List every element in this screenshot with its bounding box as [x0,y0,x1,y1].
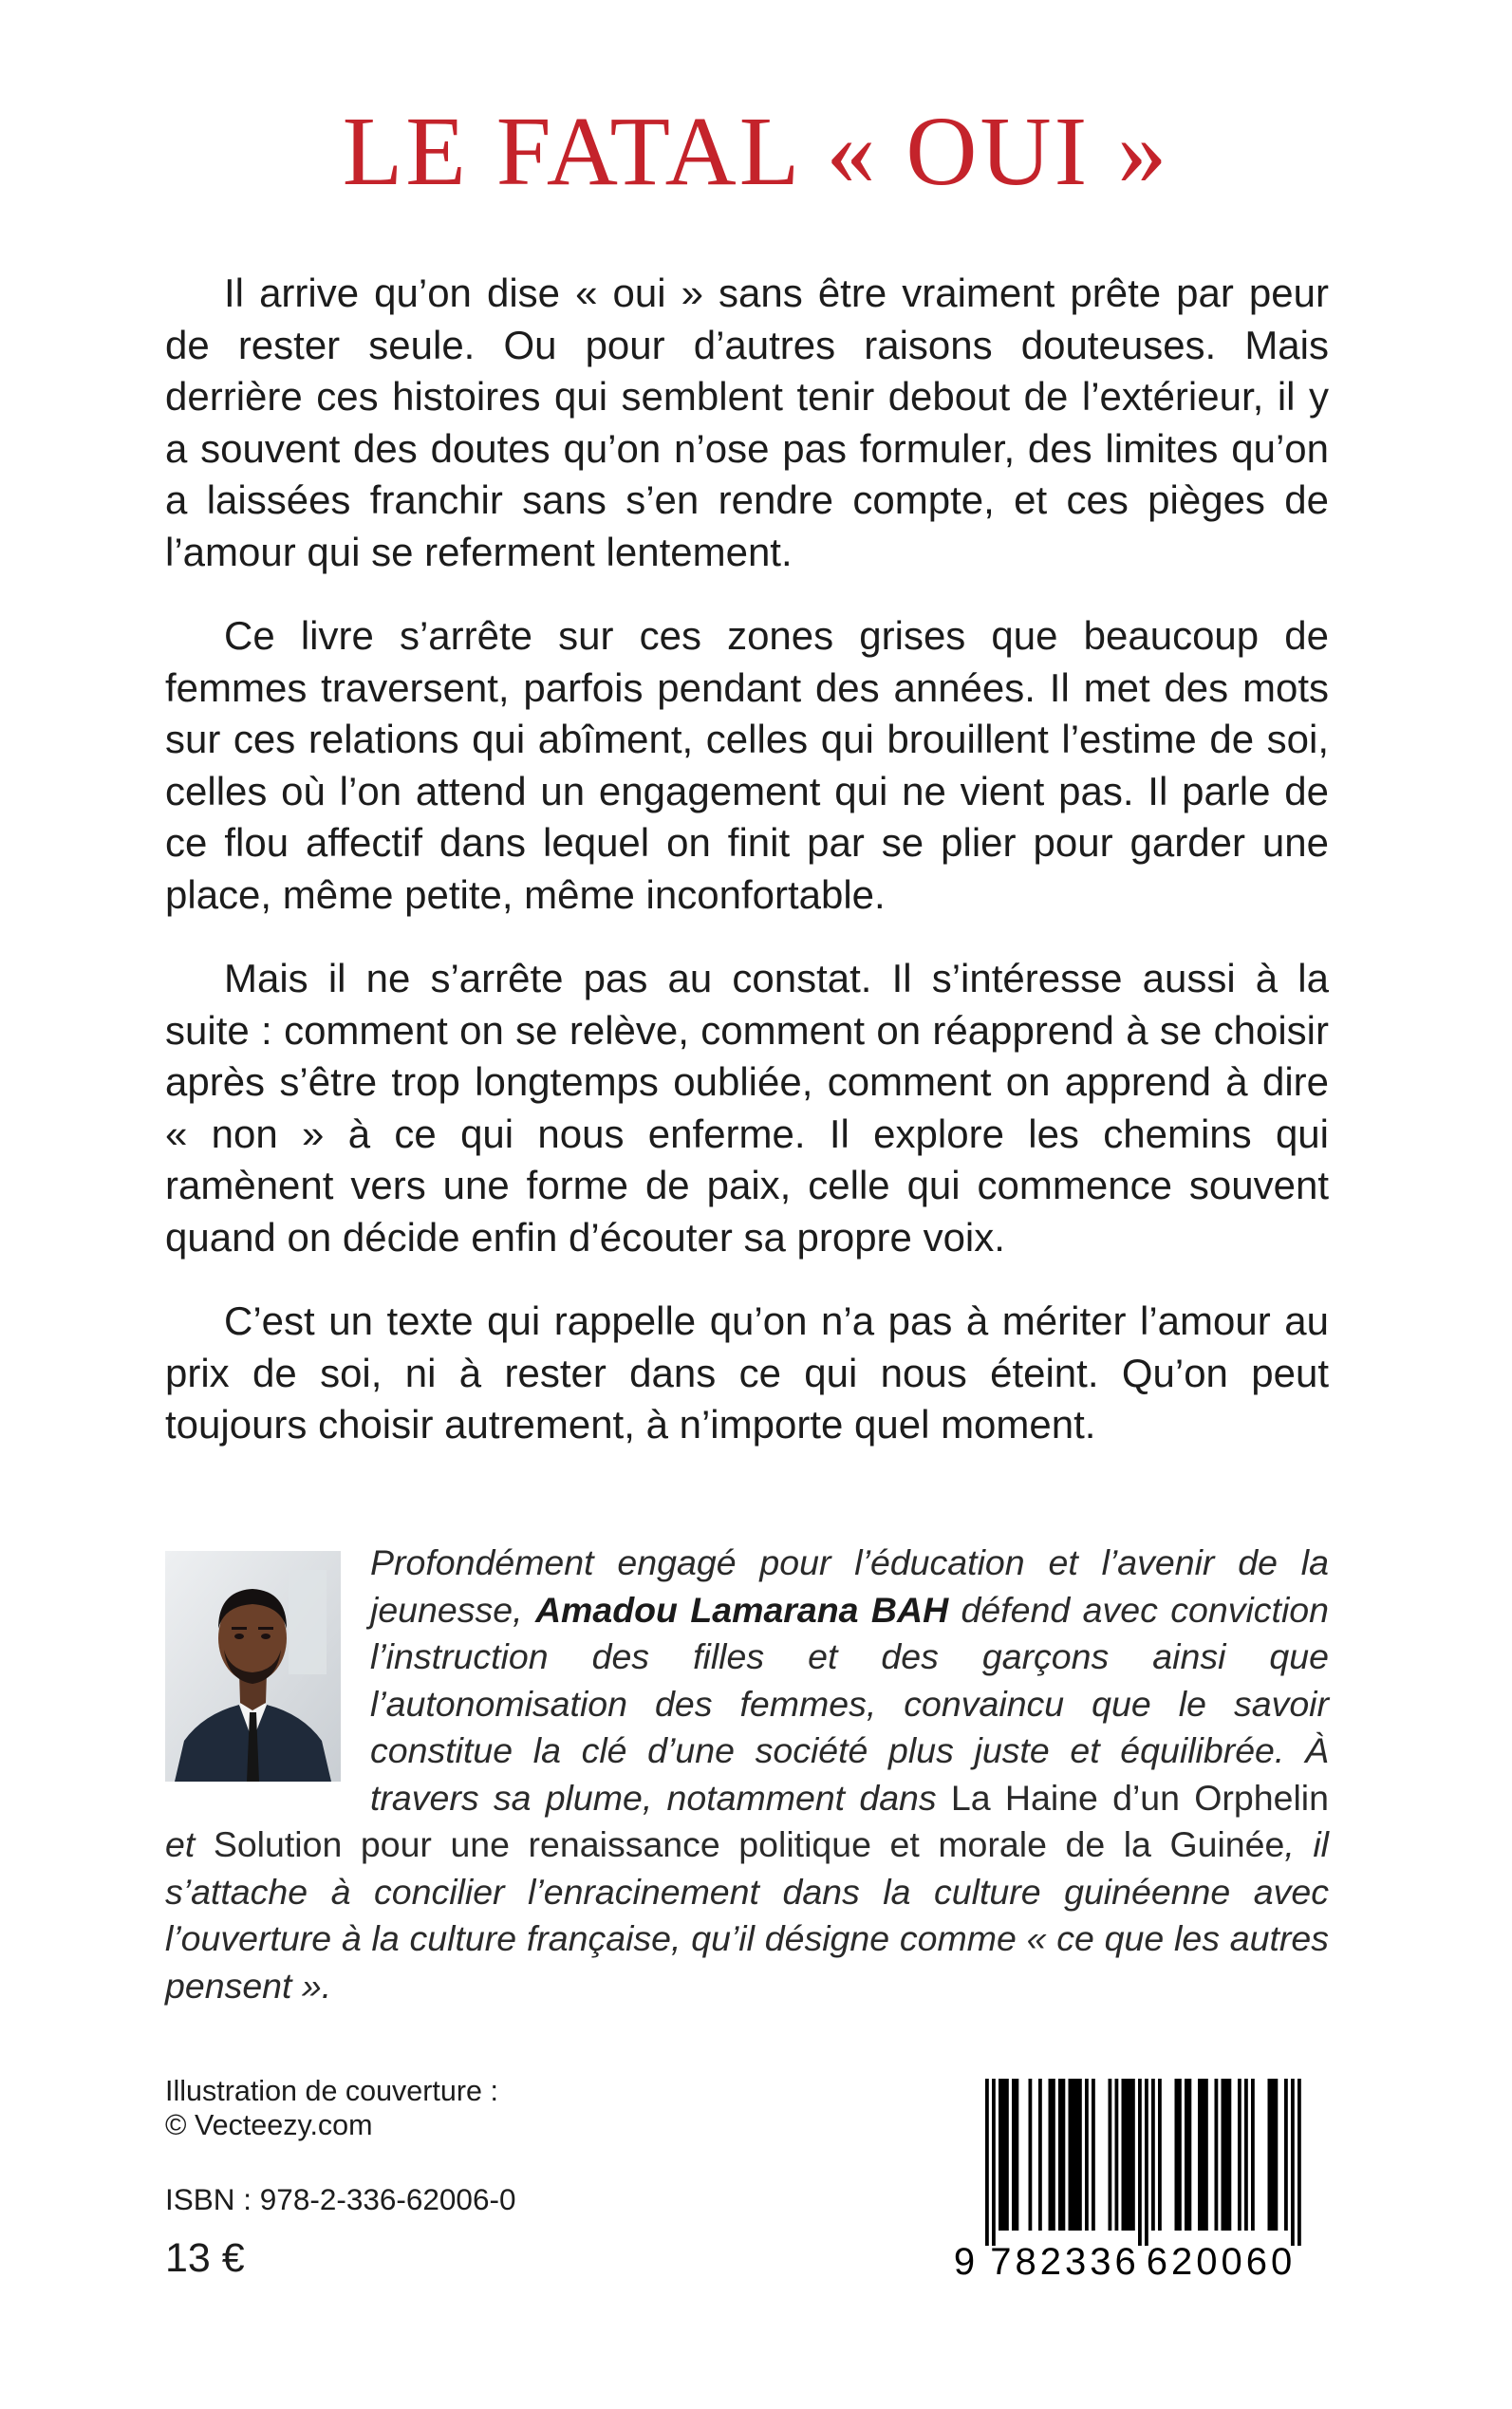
isbn: ISBN : 978-2-336-62006-0 [165,2182,516,2216]
barcode-bar [1069,2079,1073,2231]
barcode-bar [1016,2079,1019,2231]
barcode-image [940,2071,1329,2284]
barcode-bar [1151,2079,1155,2231]
barcode-bar [1158,2079,1162,2231]
barcode-bar [1049,2079,1053,2231]
barcode-bar [1058,2079,1062,2231]
summary-paragraph: Ce livre s’arrête sur ces zones grises que beaucoup de femmes traversent, parfois pendant des années. Il met des mots sur ces relations qui abîment, celles qui brouillent l’estime de soi, celles où l’on attend un engagement qui ne vient pas. Il parle de ce flou affectif dans lequel on finit par se plier pour garder une place, même petite, même inconfortable. [165,613,1329,917]
barcode-bar [1052,2079,1055,2231]
barcode-bar [1085,2079,1089,2231]
barcode-bar [1038,2079,1042,2231]
book-title-reference: La Haine d’un Orphelin [950,1777,1329,1818]
barcode-bar [1072,2079,1075,2231]
author-biography: Profondément engagé pour l’éducation et l’avenir de la jeunesse, Amadou Lamarana BAH défend avec conviction l’instruction des filles et des garçons ainsi que l’autonomisation des femmes, convaincu que le savoir constitue la clé d’une société plus juste et équilibrée. À travers sa plume, notamment dans La Haine d’un Orphelin et Solution pour une renaissance politique et morale de la Guinée, il s’attache à concilier l’enracinement dans la culture guinéenne avec l’ouverture à la culture française, qu’il désigne comme « ce que les autres pensent ». [165,1542,1330,2006]
barcode-bar [1005,2079,1009,2231]
summary-paragraph: Il arrive qu’on dise « oui » sans être vraiment prête par peur de rester seule. Ou pour d’autres raisons douteuses. Mais derrière ces histoires qui semblent tenir debout de l’extérieur, il y a souvent des doutes qu’on n’ose pas formuler, des limites qu’on a laissées franchir sans s’en rendre compte, et ces pièges de l’amour qui se referment lentement. [165,271,1329,574]
barcode-bar [992,2079,996,2246]
summary-paragraph: Mais il ne s’arrête pas au constat. Il s’intéresse aussi à la suite : comment on se relève, comment on réapprend à se choisir après s’être trop longtemps oubliée, comment on apprend à dire « non » à ce qui nous enferme. Il explore les chemins qui ramènent vers une forme de paix, celle qui commence souvent quand on décide enfin d’écouter sa propre voix. [165,956,1329,1260]
barcode-bar [1131,2079,1135,2231]
barcode-bar [1244,2079,1248,2231]
barcode-bar [1204,2079,1208,2231]
barcode-bar [1251,2079,1255,2231]
barcode-bar [1175,2079,1179,2231]
barcode-bar [1202,2079,1205,2231]
barcode-bar [1222,2079,1225,2231]
barcode-bar [1271,2079,1275,2231]
barcode-bar [1092,2079,1095,2231]
price: 13 € [165,2235,245,2281]
illustration-credit: Illustration de couverture : © Vecteezy.com [165,2075,498,2141]
barcode-bar [1284,2079,1288,2231]
barcode-lead-digit: 9 [953,2241,980,2283]
summary-paragraph: C’est un texte qui rappelle qu’on n’a pas à mériter l’amour au prix de soi, ni à rester dans ce qui nous éteint. Qu’on peut toujours choisir autrement, à n’importe quel moment. [165,1298,1329,1447]
barcode-bar [1224,2079,1228,2231]
barcode-bar [985,2079,989,2246]
barcode-bar [1297,2079,1301,2246]
barcode-bar [1178,2079,1182,2231]
barcode-bar [1291,2079,1295,2246]
barcode-bar [1078,2079,1082,2231]
barcode-bar [1075,2079,1079,2231]
barcode-bar [1145,2079,1148,2246]
back-cover-summary [165,268,1329,1484]
barcode-bar [1109,2079,1112,2231]
barcode-bar [1268,2079,1272,2231]
barcode-bar [1215,2079,1219,2231]
barcode-bar [1228,2079,1232,2231]
barcode-bar [1188,2079,1192,2231]
barcode-bar [1185,2079,1188,2231]
barcode-bar [1012,2079,1016,2231]
barcode-bar [1122,2079,1126,2231]
barcode-bar [999,2079,1002,2231]
barcode-bar [1138,2079,1142,2246]
barcode-bar [1129,2079,1132,2231]
barcode-bar [1198,2079,1202,2231]
barcode-bar [1125,2079,1129,2231]
book-title: LE FATAL « OUI » [342,97,1170,206]
barcode-bar [1029,2079,1033,2231]
barcode-bar [1115,2079,1119,2231]
barcode-bar [1002,2079,1006,2231]
barcode-bar [1238,2079,1241,2231]
author-name: Amadou Lamarana BAH [534,1589,949,1630]
barcode-bar [1062,2079,1066,2231]
barcode-right-digits: 620060 [1146,2241,1297,2283]
barcode [940,2071,1329,2284]
barcode-left-digits: 782336 [990,2241,1140,2283]
barcode-bar [1275,2079,1279,2231]
book-title-reference: Solution pour une renaissance politique et morale de la Guinée [213,1824,1285,1864]
